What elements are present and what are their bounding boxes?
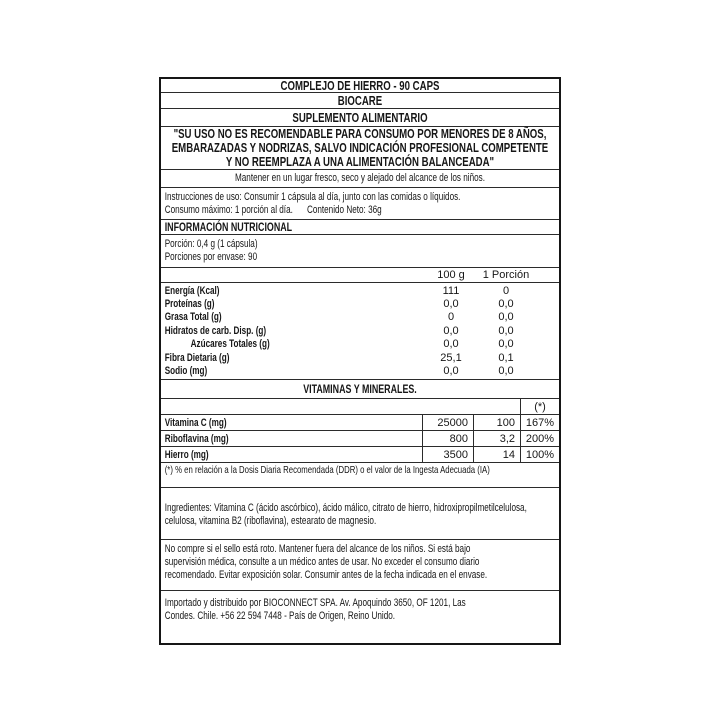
warning-statement [161, 127, 559, 169]
vitamin-pct: 200% [520, 431, 559, 446]
nutrient-row [161, 298, 559, 311]
ingredients-text: Ingredientes: Vitamina C (ácido ascórbico), ácido málico, citrato de hierro, hidroxipropilmetilcelulosa, celulosa, vitamina B2 (riboflavina), estearato de magnesio. [164, 502, 527, 527]
pct-header-row [161, 399, 559, 415]
nutrient-row [161, 338, 559, 351]
vitamin-per-100g: 3500 [422, 447, 473, 462]
nutrient-label: Fibra Dietaria (g) [164, 351, 230, 364]
warning-line: EMBARAZADAS Y NODRIZAS, SALVO INDICACIÓN PROFESIONAL COMPETENTE [171, 140, 549, 155]
value-per-serving: 0,0 [498, 311, 514, 324]
instructions-line: Instrucciones de uso: Consumir 1 cápsula al día, junto con las comidas o líquidos. [164, 190, 461, 203]
ingredients-row [161, 488, 559, 540]
value-per-100g: 111 [442, 284, 460, 297]
value-per-serving: 0 [502, 284, 510, 297]
nutrient-label: Hidratos de carb. Disp. (g) [164, 324, 267, 337]
value-per-serving: 0,0 [498, 298, 514, 311]
vitamin-per-serving: 100 [473, 415, 520, 430]
vitamin-per-serving: 14 [473, 447, 520, 462]
vitamins-section-title-row [161, 380, 559, 399]
value-per-100g: 0,0 [443, 298, 459, 311]
value-per-serving: 0,0 [498, 365, 514, 378]
nutrient-label: Grasa Total (g) [164, 311, 222, 324]
consumption-line [165, 204, 563, 217]
nutrient-row [161, 351, 559, 364]
distributor-row [161, 591, 559, 643]
vitamin-label: Hierro (mg) [164, 448, 209, 461]
ddr-footnote-row [161, 463, 559, 488]
vitamin-per-serving: 3,2 [473, 431, 520, 446]
warning-line: "SU USO NO ES RECOMENDABLE PARA CONSUMO POR MENORES DE 8 AÑOS, [173, 126, 547, 141]
nutrient-label: Azúcares Totales (g) [190, 338, 270, 351]
nutrient-label: Proteínas (g) [164, 298, 215, 311]
value-per-serving: 0,0 [498, 324, 514, 337]
column-header-100g: 100 g [437, 269, 465, 281]
vitamin-pct: 167% [520, 415, 559, 430]
warnings-row [161, 540, 559, 591]
vitamins-section-title: VITAMINAS Y MINERALES. [303, 382, 417, 396]
warning-statement-row [161, 127, 559, 170]
value-per-100g: 0,0 [443, 324, 459, 337]
usage-instructions-row [161, 188, 559, 220]
storage-note: Mantener en un lugar fresco, seco y alejado del alcance de los niños. [234, 172, 485, 184]
nutrient-label: Sodio (mg) [164, 365, 208, 378]
value-per-100g: 0 [447, 311, 455, 324]
vitamin-label: Vitamina C (mg) [164, 416, 227, 429]
supplement-label [159, 77, 561, 645]
servings-per-container: Porciones por envase: 90 [164, 251, 258, 263]
serving-info-row [161, 235, 559, 268]
value-per-serving: 0,1 [498, 351, 514, 364]
ddr-footnote: (*) % en relación a la Dosis Diaria Recomendada (DDR) o el valor de la Ingesta Adecuada (IA) [164, 464, 490, 476]
nutrient-row [161, 365, 559, 378]
value-per-serving: 0,0 [498, 338, 514, 351]
max-consumption: Consumo máximo: 1 porción al día. [164, 203, 293, 216]
pct-header: (*) [520, 399, 559, 414]
nutrient-row [161, 311, 559, 324]
vitamin-pct: 100% [520, 447, 559, 462]
column-header-row [161, 268, 559, 283]
product-title: COMPLEJO DE HIERRO - 90 CAPS [280, 77, 440, 93]
value-per-100g: 0,0 [443, 338, 459, 351]
warnings-text: No compre si el sello está roto. Mantener fuera del alcance de los niños. Si está bajo supervisión médica, consulte a un médico antes de usar. No exceder el consumo diario recomendado. Evitar exposición solar. Consumir antes de la fecha indicada en el envase. [164, 543, 488, 581]
vitamin-row [161, 415, 559, 431]
nutrient-label: Energía (Kcal) [164, 284, 220, 297]
brand-name: BIOCARE [337, 92, 383, 108]
vitamin-label: Riboflavina (mg) [164, 432, 229, 445]
warning-line: Y NO REEMPLAZA A UNA ALIMENTACIÓN BALANCEADA" [225, 154, 495, 169]
product-type: SUPLEMENTO ALIMENTARIO [292, 109, 428, 125]
nutrition-section-title-row [161, 220, 559, 235]
net-content: Contenido Neto: 36g [306, 203, 382, 216]
serving-size: Porción: 0,4 g (1 cápsula) [164, 238, 258, 250]
vitamin-per-100g: 25000 [422, 415, 473, 430]
distributor-text: Importado y distribuido por BIOCONNECT SPA. Av. Apoquindo 3650, OF 1201, Las Condes. Chile. +56 22 594 7448 - País de Origen, Reino Unido. [164, 597, 466, 622]
column-header-serving: 1 Porción [482, 269, 530, 281]
product-title-row [161, 79, 559, 93]
usage-instructions [161, 191, 563, 217]
product-type-row [161, 109, 559, 127]
nutrition-section-title: INFORMACIÓN NUTRICIONAL [164, 220, 293, 234]
nutrient-table [161, 283, 559, 380]
vitamin-row [161, 431, 559, 447]
nutrient-row [161, 285, 559, 298]
vitamin-row [161, 447, 559, 463]
vitamin-per-100g: 800 [422, 431, 473, 446]
nutrient-row [161, 325, 559, 338]
value-per-100g: 25,1 [440, 351, 462, 364]
brand-row [161, 93, 559, 109]
serving-info [161, 238, 563, 264]
value-per-100g: 0,0 [443, 365, 459, 378]
storage-note-row [161, 170, 559, 188]
